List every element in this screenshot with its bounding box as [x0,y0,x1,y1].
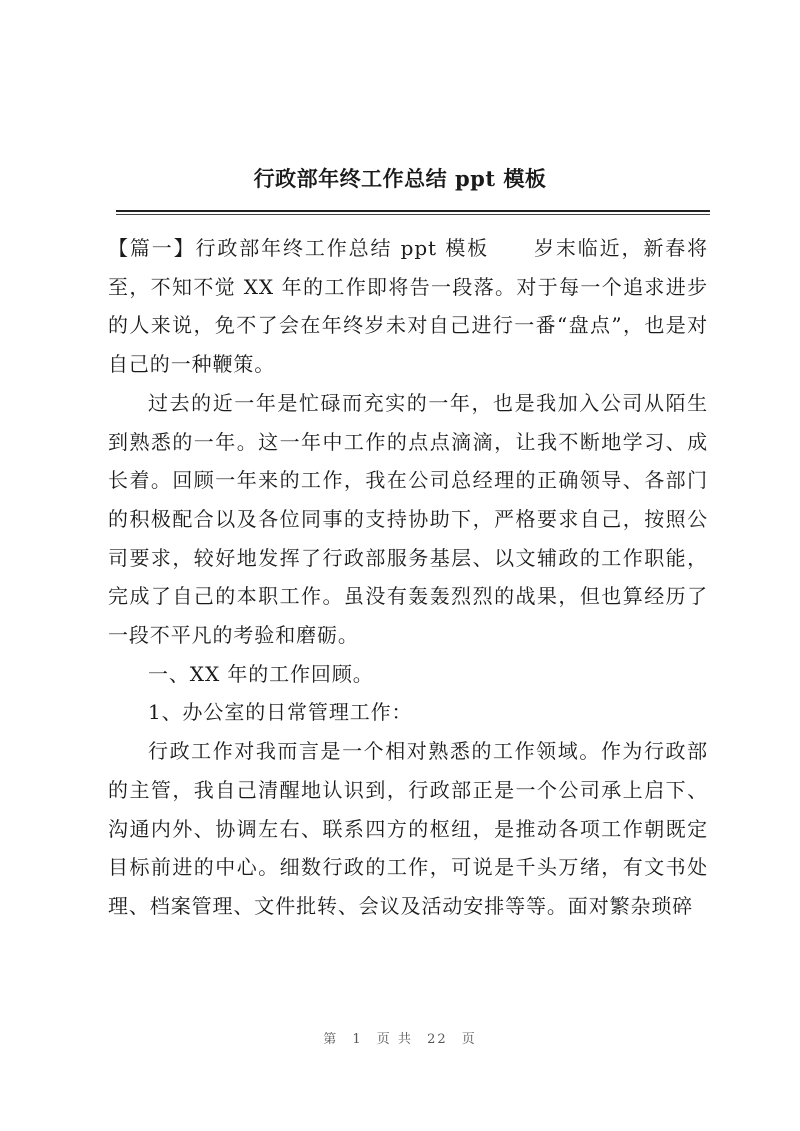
footer-suffix: 页 [461,1032,477,1047]
title-divider-thin [116,214,710,215]
intro-text: 岁末临近，新春将至，不知不觉 XX 年的工作即将告一段落。对于每一个追求进步的人来说，免不了会在年终岁未对自己进行一番“盘点”，也是对自己的一种鞭策。 [108,236,709,377]
paragraph: 过去的近一年是忙碌而充实的一年，也是我加入公司从陌生到熟悉的一年。这一年中工作的点点滴滴，让我不断地学习、成长着。回顾一年来的工作，我在公司总经理的正确领导、各部门的积极配合以及各位同事的支持协助下，严格要求自己，按照公司要求，较好地发挥了行政部服务基层、以文辅政的工作职能，完成了自己的本职工作。虽没有轰轰烈烈的战果，但也算经历了一段不平凡的考验和磨砺。 [108,390,708,648]
paragraph: 1、办公室的日常管理工作： [148,700,413,725]
paragraph: 行政工作对我而言是一个相对熟悉的工作领域。作为行政部的主管，我自己清醒地认识到，行政部正是一个公司承上启下、沟通内外、协调左右、联系四方的枢纽，是推动各项工作朝既定目标前进的中心。细数行政的工作，可说是千头万绪，有文书处理、档案管理、文件批转、会议及活动安排等等。面对繁杂琐碎 [108,739,708,918]
title-divider-thick [116,210,710,212]
footer-total-pages: 22 [427,1032,448,1047]
document-body [108,229,708,926]
section-heading: 【篇一】行政部年终工作总结 ppt 模板 [108,236,489,260]
footer-middle: 页 共 [376,1032,413,1047]
footer-prefix: 第 [323,1032,339,1047]
paragraph-intro [108,229,708,384]
document-title: 行政部年终工作总结 ppt 模板 [253,166,547,191]
footer-current-page: 1 [352,1032,363,1047]
page-footer [0,1028,800,1047]
paragraph: 一、XX 年的工作回顾。 [148,661,374,686]
